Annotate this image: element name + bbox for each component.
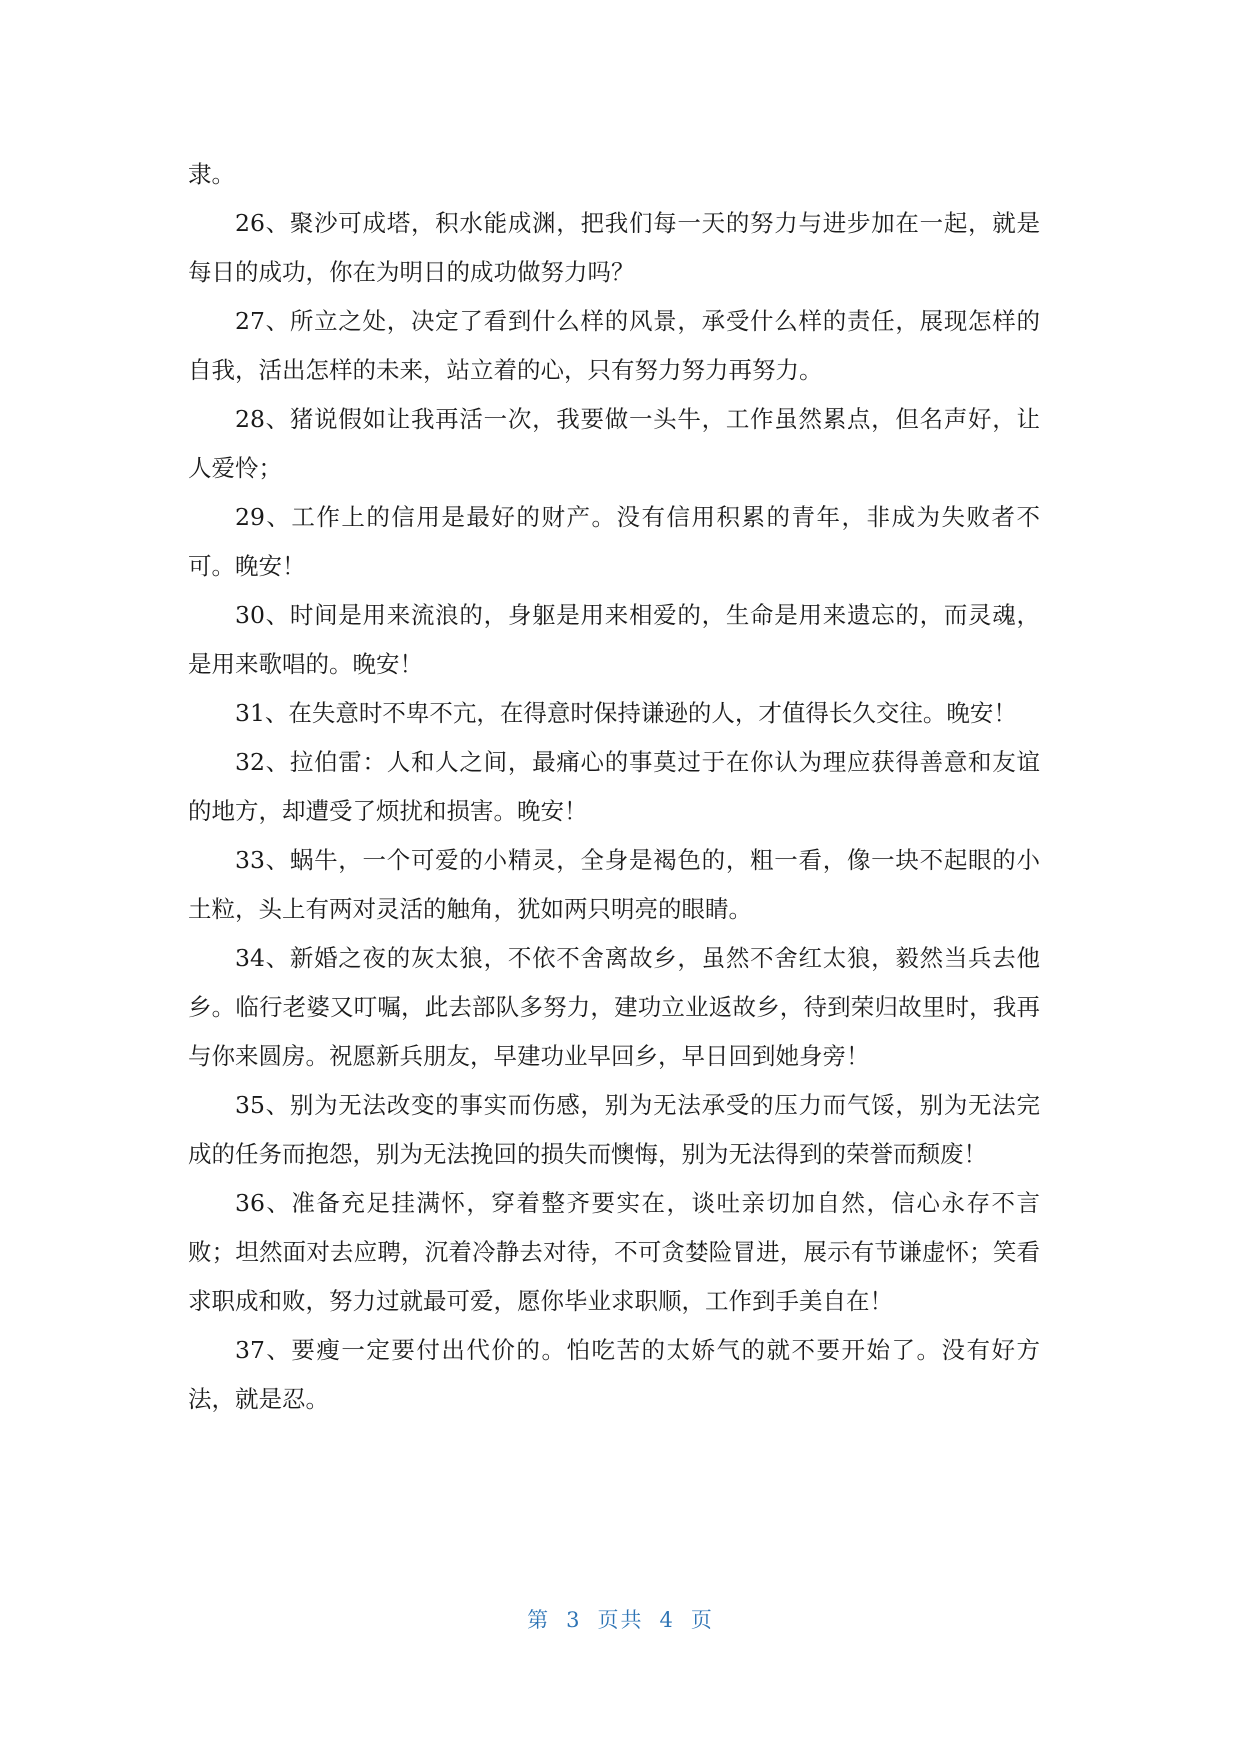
- paragraph-34: 34、新婚之夜的灰太狼，不依不舍离故乡，虽然不舍红太狼，毅然当兵去他乡。临行老婆又叮嘱，此去部队多努力，建功立业返故乡，待到荣归故里时，我再与你来圆房。祝愿新兵朋友，早建功业早回乡，早日回到她身旁！: [188, 944, 1040, 1070]
- paragraph-35: 35、别为无法改变的事实而伤感，别为无法承受的压力而气馁，别为无法完成的任务而抱怨，别为无法挽回的损失而懊悔，别为无法得到的荣誉而颓废！: [188, 1091, 1040, 1168]
- paragraph-37: 37、要瘦一定要付出代价的。怕吃苦的太娇气的就不要开始了。没有好方法，就是忍。: [188, 1336, 1040, 1413]
- paragraph-29: 29、工作上的信用是最好的财产。没有信用积累的青年，非成为失败者不可。晚安！: [188, 503, 1040, 580]
- continuation-text: 隶。: [188, 160, 235, 188]
- paragraph-32: 32、拉伯雷：人和人之间，最痛心的事莫过于在你认为理应获得善意和友谊的地方，却遭受了烦扰和损害。晚安！: [188, 748, 1040, 825]
- footer-current-page: 3: [566, 1608, 582, 1632]
- page-footer: [0, 1604, 1241, 1634]
- footer-suffix: 页: [690, 1608, 714, 1632]
- document-body: [188, 150, 1040, 1424]
- paragraph-33: 33、蜗牛，一个可爱的小精灵，全身是褐色的，粗一看，像一块不起眼的小土粒，头上有两对灵活的触角，犹如两只明亮的眼睛。: [188, 846, 1040, 923]
- paragraph-36: 36、准备充足挂满怀，穿着整齐要实在，谈吐亲切加自然，信心永存不言败；坦然面对去应聘，沉着冷静去对待，不可贪婪险冒进，展示有节谦虚怀；笑看求职成和败，努力过就最可爱，愿你毕业求职顺，工作到手美自在！: [188, 1189, 1040, 1315]
- footer-prefix: 第: [527, 1608, 551, 1632]
- footer-middle: 页共: [597, 1608, 644, 1632]
- paragraph-28: 28、猪说假如让我再活一次，我要做一头牛，工作虽然累点，但名声好，让人爱怜；: [188, 405, 1040, 482]
- paragraph-31: 31、在失意时不卑不亢，在得意时保持谦逊的人，才值得长久交往。晚安！: [235, 699, 1017, 727]
- paragraph-30: 30、时间是用来流浪的，身躯是用来相爱的，生命是用来遗忘的，而灵魂，是用来歌唱的。晚安！: [188, 601, 1040, 678]
- paragraph-26: 26、聚沙可成塔，积水能成渊，把我们每一天的努力与进步加在一起，就是每日的成功，你在为明日的成功做努力吗？: [188, 209, 1040, 286]
- paragraph-27: 27、所立之处，决定了看到什么样的风景，承受什么样的责任，展现怎样的自我，活出怎样的未来，站立着的心，只有努力努力再努力。: [188, 307, 1040, 384]
- footer-total-pages: 4: [659, 1608, 675, 1632]
